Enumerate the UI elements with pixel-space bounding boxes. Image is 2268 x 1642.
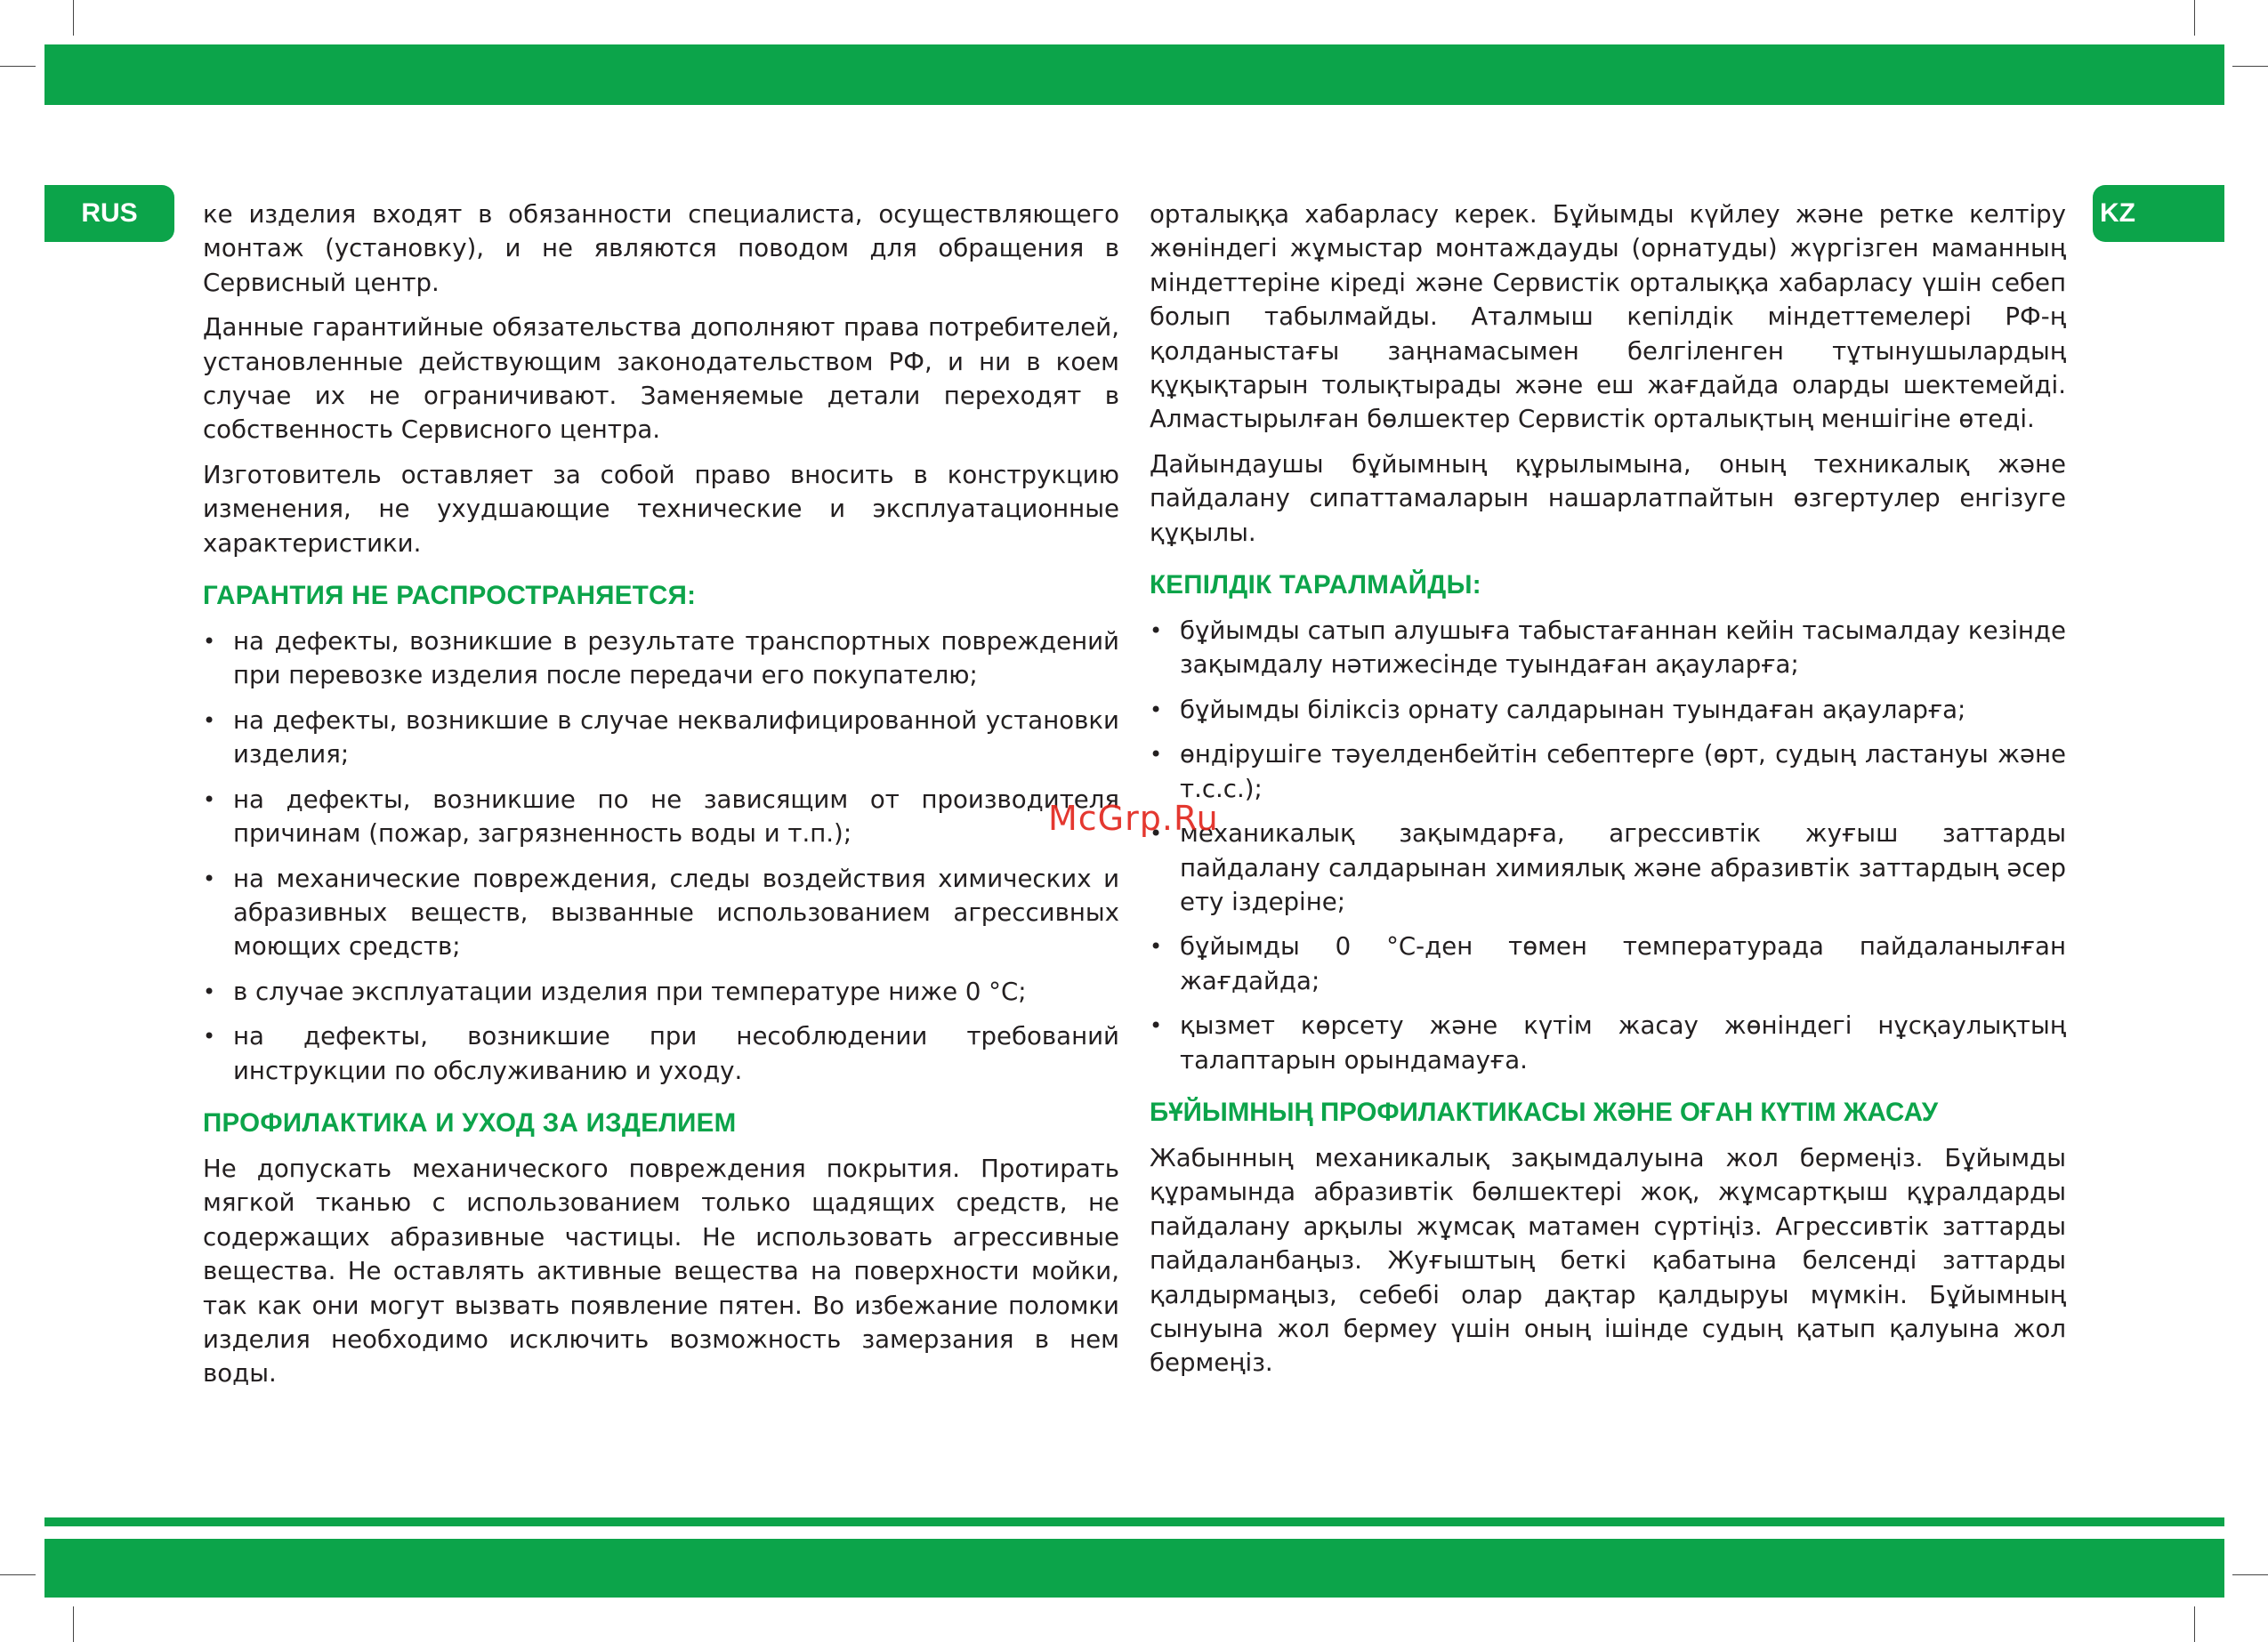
rus-column bbox=[203, 197, 1119, 1402]
kz-paragraph: орталыққа хабарласу керек. Бұйымды күйлеу және ретке келтіру жөніндегі жұмыстар монтаждауды (орнатуды) жүргізген маманның міндеттеріне кіреді және Сервистік орталыққа хабарласу үшін себеп болып табылмайды. Аталмыш кепілдік міндеттемелері РФ-ң қолданыстағы заңнамасымен белгіленген тұтынушылардың құқықтарын толықтырады және еш жағдайда оларды шектемейді. Алмастырылған бөлшектер Сервистік орталықтың меншігіне өтеді. bbox=[1150, 199, 2066, 434]
top-green-band bbox=[44, 44, 2224, 105]
rus-paragraph: Изготовитель оставляет за собой право вносить в конструкцию изменения, не ухудшающие технические и эксплуатационные характеристики. bbox=[203, 459, 1119, 558]
crop-mark bbox=[73, 1606, 74, 1642]
crop-mark bbox=[0, 1574, 36, 1575]
crop-mark bbox=[2232, 1574, 2268, 1575]
rus-paragraph: Данные гарантийные обязательства дополняют права потребителей, установленные действующим законодательством РФ, и ни в коем случае их не ограничивают. Заменяемые детали переходят в собственность Сервисного центра. bbox=[203, 312, 1119, 445]
list-item: • на дефекты, возникшие при несоблюдении требований инструкции по обслуживанию и уходу. bbox=[203, 1019, 1119, 1088]
bottom-thin-green-stripe bbox=[44, 1517, 2224, 1526]
list-item: • бұйымды 0 °С-ден төмен температурада пайдаланылған жағдайда; bbox=[1150, 930, 2066, 998]
language-tab-rus: RUS bbox=[44, 185, 174, 242]
crop-mark bbox=[73, 0, 74, 36]
list-item: • на механические повреждения, следы воздействия химических и абразивных веществ, вызванные использованием агрессивных моющих средств; bbox=[203, 862, 1119, 964]
language-tab-kz: KZ bbox=[2093, 185, 2224, 242]
bottom-green-band bbox=[44, 1539, 2224, 1598]
list-item: • на дефекты, возникшие по не зависящим от производителя причинам (пожар, загрязненность воды и т.п.); bbox=[203, 783, 1119, 851]
crop-mark bbox=[0, 66, 36, 67]
rus-heading-care: ПРОФИЛАКТИКА И УХОД ЗА ИЗДЕЛИЕМ bbox=[203, 1107, 737, 1138]
kz-column bbox=[1150, 197, 2066, 1391]
list-item: • өндірушіге тәуелденбейтін себептерге (өрт, судың ластануы және т.с.с.); bbox=[1150, 737, 2066, 806]
rus-paragraph: ке изделия входят в обязанности специалиста, осуществляющего монтаж (установку), и не являются поводом для обращения в Сервисный центр. bbox=[203, 199, 1119, 297]
list-item: • бұйымды сатып алушыға табыстағаннан кейін тасымалдау кезінде зақымдалу нәтижесінде туындаған ақауларға; bbox=[1150, 614, 2066, 682]
list-item: • механикалық зақымдарға, агрессивтік жуғыш заттарды пайдалану салдарынан химиялық және абразивтік заттардың әсер ету іздеріне; bbox=[1150, 817, 2066, 919]
list-item: • бұйымды біліксіз орнату салдарынан туындаған ақауларға; bbox=[1150, 693, 2066, 727]
kz-paragraph: Дайындаушы бұйымның құрылымына, оның техникалық және пайдалану сипаттамаларын нашарлатпайтын өзгертулер енгізуге құқылы. bbox=[1150, 448, 2066, 547]
crop-mark bbox=[2194, 1606, 2195, 1642]
watermark: McGrp.Ru bbox=[1048, 799, 1219, 838]
kz-heading-care: БҰЙЫМНЫҢ ПРОФИЛАКТИКАСЫ ЖӘНЕ ОҒАН КҮТІМ ЖАСАУ bbox=[1150, 1097, 1939, 1127]
crop-mark bbox=[2232, 66, 2268, 67]
rus-care-paragraph: Не допускать механического повреждения покрытия. Протирать мягкой тканью с использованием только щадящих средств, не содержащих абразивные частицы. Не использовать агрессивные вещества. Не оставлять активные вещества на поверхности мойки, так как они могут вызвать появление пятен. Во избежание поломки изделия необходимо исключить возможность замерзания в нем воды. bbox=[203, 1153, 1119, 1388]
rus-heading-no-warranty: ГАРАНТИЯ НЕ РАСПРОСТРАНЯЕТСЯ: bbox=[203, 581, 697, 611]
rus-exclusions-list bbox=[203, 624, 1119, 1088]
kz-heading-no-warranty: КЕПІЛДІК ТАРАЛМАЙДЫ: bbox=[1150, 570, 1481, 600]
list-item: • на дефекты, возникшие в случае неквалифицированной установки изделия; bbox=[203, 704, 1119, 772]
list-item: • на дефекты, возникшие в результате транспортных повреждений при перевозке изделия после передачи его покупателю; bbox=[203, 624, 1119, 693]
list-item: • қызмет көрсету және күтім жасау жөніндегі нұсқаулықтың талаптарын орындамауға. bbox=[1150, 1009, 2066, 1077]
kz-care-paragraph: Жабынның механикалық зақымдалуына жол бермеңіз. Бұйымды құрамында абразивтік бөлшектері жоқ, жұмсартқыш құралдарды пайдалану арқылы жұмсақ матамен сүртіңіз. Агрессивтік заттарды пайдаланбаңыз. Жуғыштың беткі қабатына белсенді заттарды қалдырмаңыз, себебі олар дақтар қалдыруы мүмкін. Бұйымның сынуына жол бермеу үшін оның ішінде судың қатып қалуына жол бермеңіз. bbox=[1150, 1142, 2066, 1378]
list-item: • в случае эксплуатации изделия при температуре ниже 0 °С; bbox=[203, 975, 1119, 1009]
kz-exclusions-list bbox=[1150, 614, 2066, 1077]
crop-mark bbox=[2194, 0, 2195, 36]
